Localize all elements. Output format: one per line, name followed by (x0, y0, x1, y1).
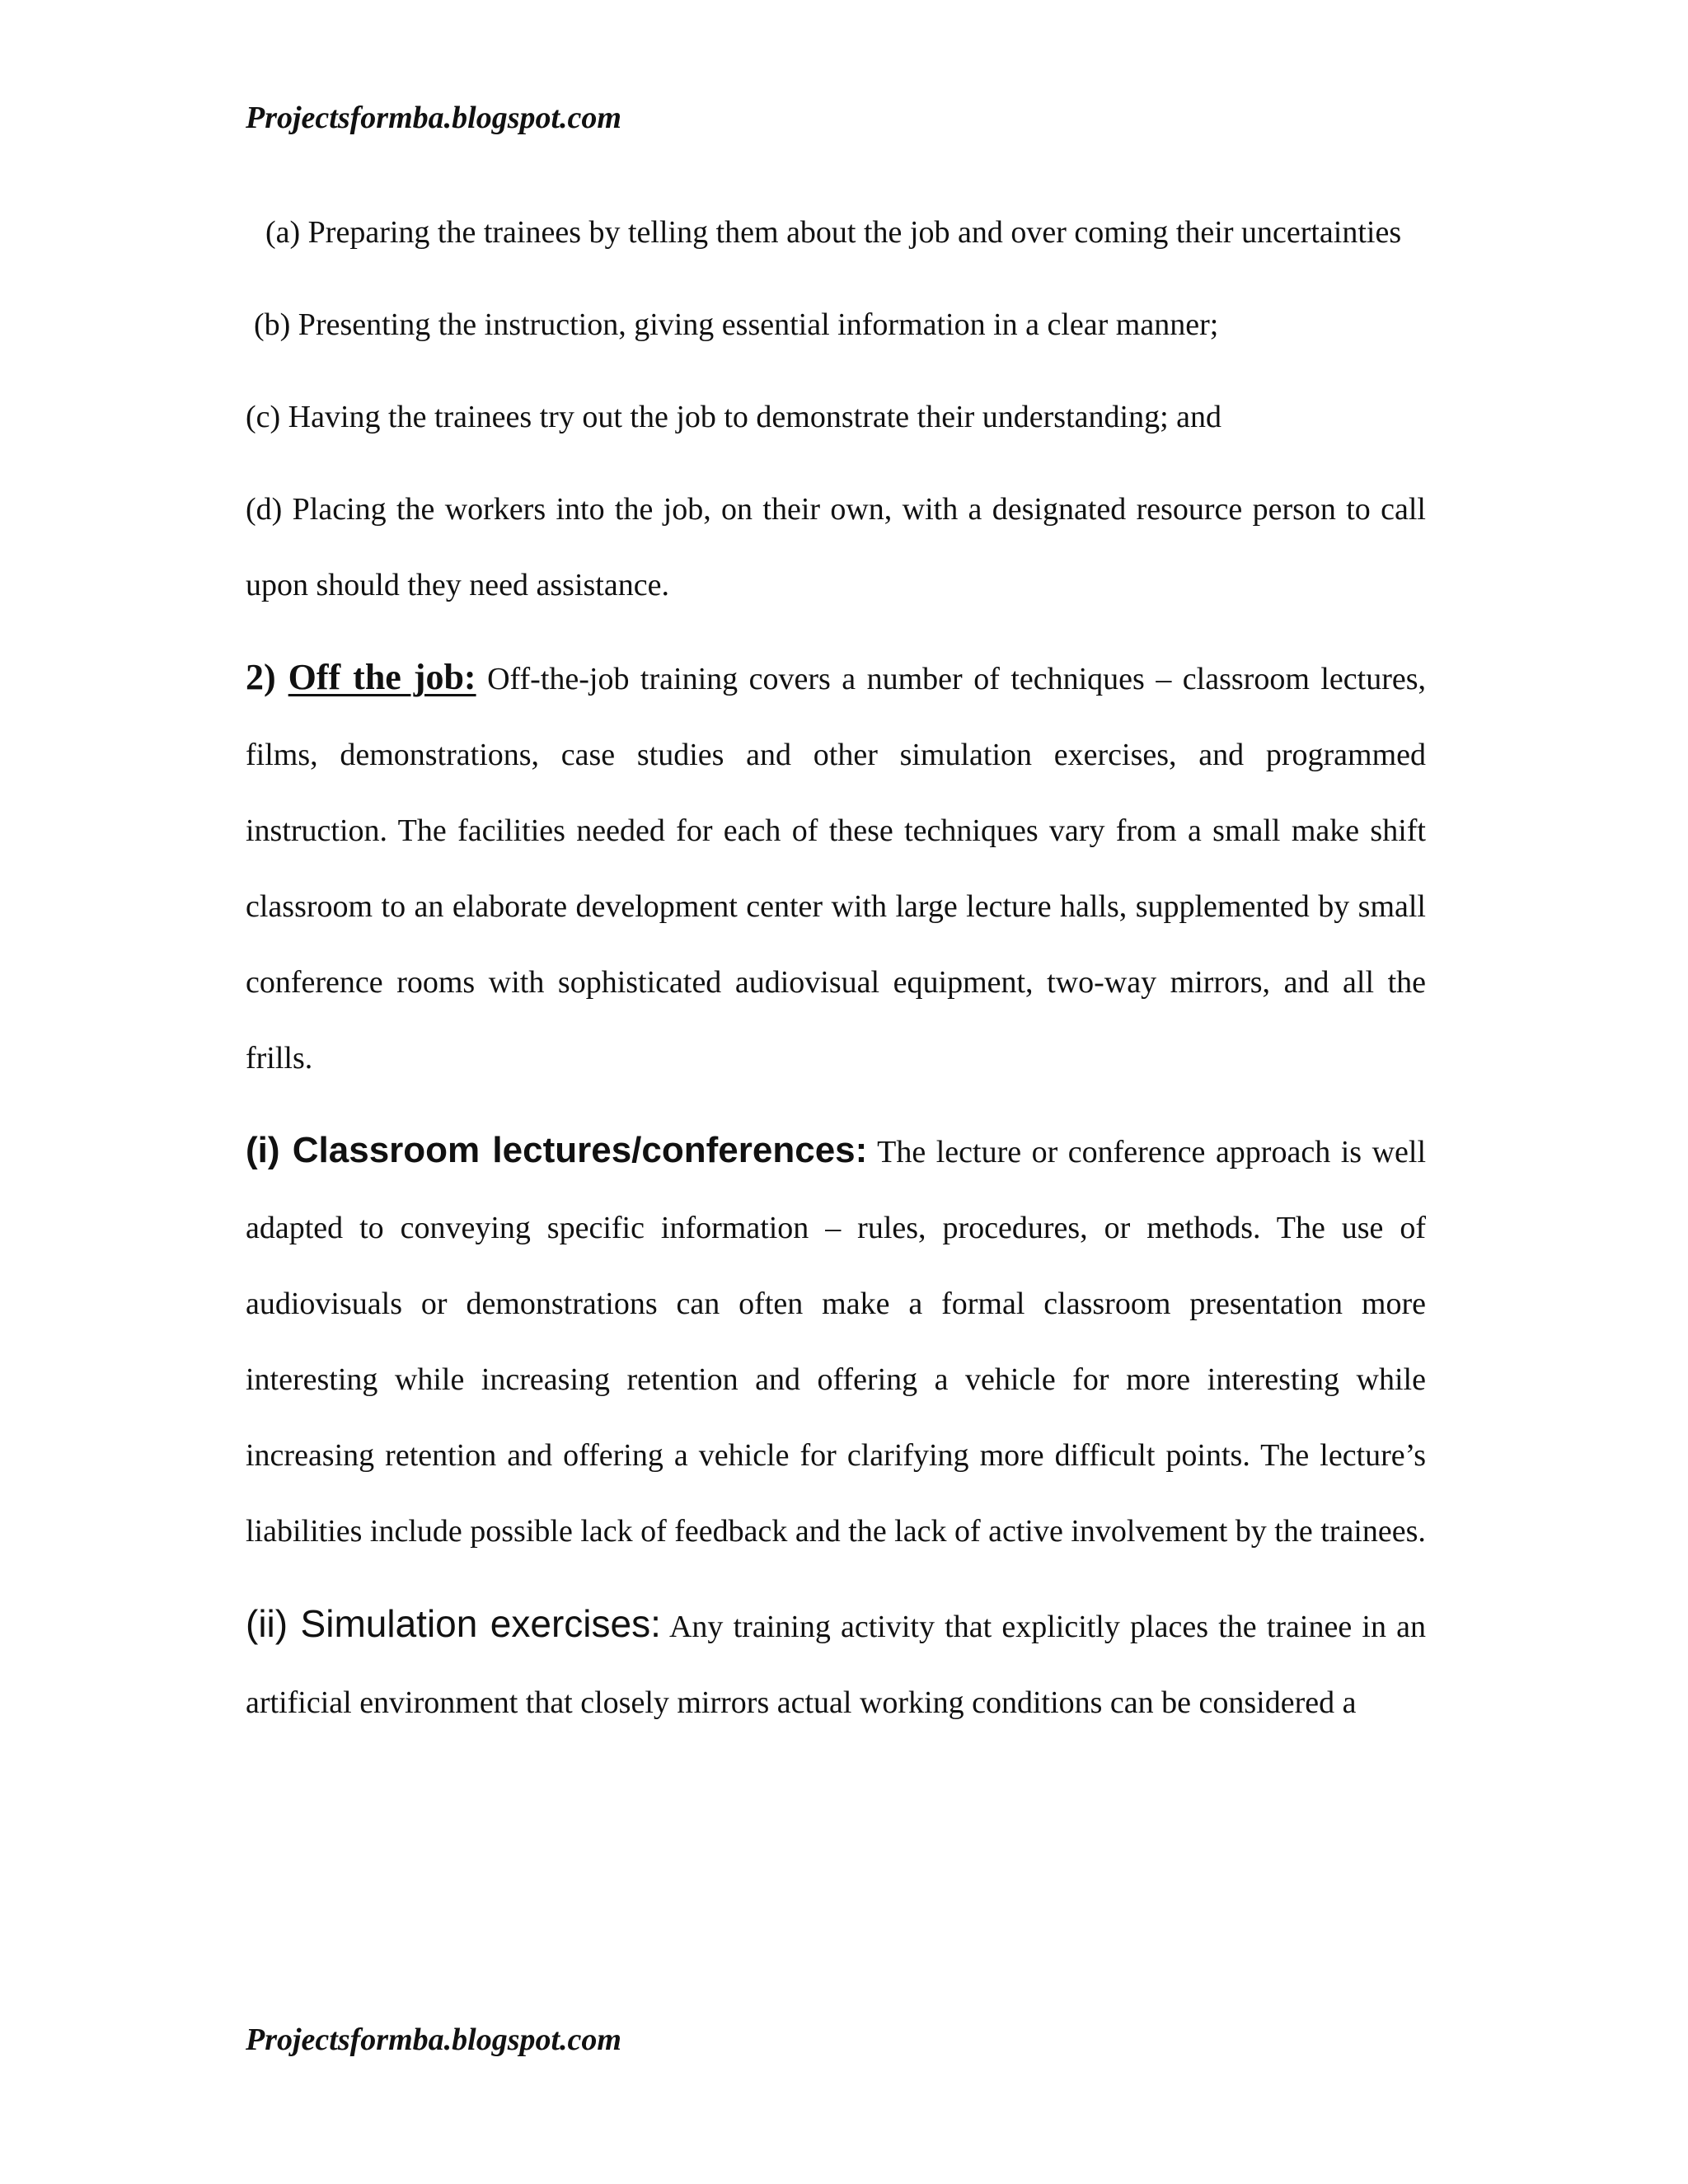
document-body (246, 194, 1426, 1757)
classroom-paragraph (246, 1113, 1426, 1569)
off-the-job-number: 2) (246, 657, 276, 697)
step-b-paragraph: (b) Presenting the instruction, giving essential information in a clear manner; (254, 307, 1219, 342)
off-the-job-heading (246, 657, 476, 697)
simulation-heading: (ii) Simulation exercises: (246, 1602, 661, 1645)
step-a-paragraph: (a) Preparing the trainees by telling them about the job and over coming their uncertainties (265, 215, 1402, 250)
step-d-paragraph: (d) Placing the workers into the job, on their own, with a designated resource person to call upon should they need assistance. (246, 492, 1426, 602)
off-the-job-label: Off the job: (288, 657, 476, 697)
off-the-job-paragraph (246, 640, 1426, 1096)
page-footer: Projectsformba.blogspot.com (246, 2022, 621, 2057)
simulation-paragraph (246, 1586, 1426, 1741)
page-header: Projectsformba.blogspot.com (246, 101, 621, 135)
classroom-text: The lecture or conference approach is well adapted to conveying specific information – rules, procedures, or methods. The use of audiovisuals or demonstrations can often make a formal classroom presentation more interesting while increasing retention and offering a vehicle for more interesting while increasing retention and offering a vehicle for clarifying more difficult points. The lecture’s liabilities include possible lack of feedback and the lack of active involvement by the trainees. (246, 1135, 1426, 1549)
classroom-heading: (i) Classroom lectures/conferences: (246, 1130, 868, 1170)
step-c-paragraph: (c) Having the trainees try out the job to demonstrate their understanding; and (246, 400, 1221, 434)
off-the-job-text: Off-the-job training covers a number of techniques – classroom lectures, films, demonstrations, case studies and other simulation exercises, and programmed instruction. The facilities needed for each of these techniques vary from a small make shift classroom to an elaborate development center with large lecture halls, supplemented by small conference rooms with sophisticated audiovisual equipment, two-way mirrors, and all the frills. (246, 662, 1427, 1076)
simulation-text: Any training activity that explicitly places the trainee in an artificial environment that closely mirrors actual working conditions can be considered a (246, 1610, 1427, 1720)
